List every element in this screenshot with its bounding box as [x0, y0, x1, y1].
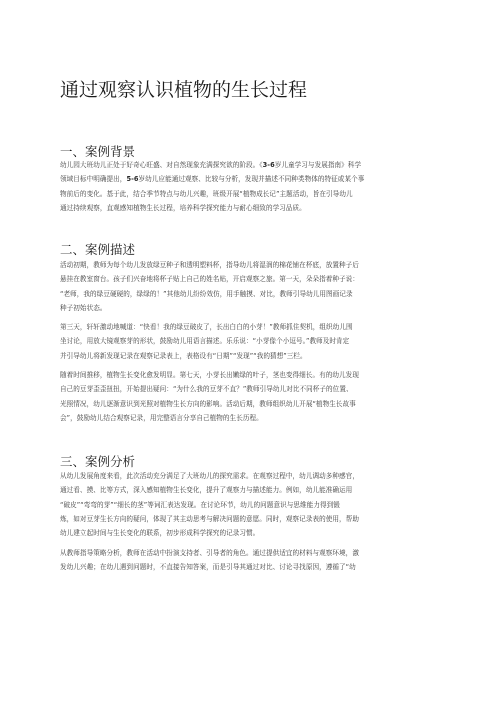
paragraph-line: 随着时间推移，植物生长变化愈发明显。第七天，小芽长出嫩绿的叶子，茎也变得细长。有的幼儿发现	[60, 371, 359, 379]
paragraph-line: 发幼儿兴趣；在幼儿遇到问题时，不直接告知答案，而是引导其通过对比、讨论寻找原因，遵循了“幼	[60, 563, 356, 572]
paragraph-line: 会”，鼓励幼儿结合观察记录，用完整语言分享自己植物的生长历程。	[60, 413, 263, 422]
section-heading-analysis: 三、案例分析	[60, 454, 136, 469]
paragraph-line: 幼儿建立起时间与生长变化的联系，初步形成科学探究的记录习惯。	[60, 529, 260, 538]
paragraph-line: 领域目标中明确提出，5-6岁幼儿应能通过观察、比较与分析，发现并描述不同种类物体的特征或某个事	[60, 175, 365, 184]
section-heading-background: 一、案例背景	[60, 144, 136, 159]
paragraph-line: 通过持续观察，直观感知植物生长过程，培养科学探究能力与耐心细致的学习品质。	[60, 203, 306, 212]
section-heading-description: 二、案例描述	[60, 242, 136, 257]
paragraph-line: 炼，如对豆芽生长方向的疑问，体现了其主动思考与解决问题的意愿。同时，观察记录表的使用，帮助	[60, 514, 359, 523]
paragraph-analysis-1	[60, 469, 442, 540]
paragraph-line: 活动初期，教师为每个幼儿发放绿豆种子和透明塑料杯，指导幼儿将湿润的棉花铺在杯底，放置种子后	[60, 261, 359, 269]
paragraph-line: 幼儿园大班幼儿正处于好奇心旺盛、对自然现象充满探究欲的阶段。《3-6岁儿童学习与发展指南》科学	[60, 161, 362, 169]
paragraph-line: 坐讨论，用放大镜观察芽的形状，鼓励幼儿用语言描述。乐乐说：“小芽像个小逗号。”教师及时肯定	[60, 337, 350, 346]
paragraph-background	[60, 158, 442, 215]
paragraph-line: 第三天，轩轩激动地喊道：“快看！我的绿豆破皮了，长出白白的小芽！”教师抓住契机，组织幼儿围	[60, 323, 353, 331]
paragraph-line: 物前后的变化。基于此，结合季节特点与幼儿兴趣，班级开展“植物成长记”主题活动，旨在引导幼儿	[60, 189, 353, 198]
paragraph-analysis-2	[60, 546, 442, 575]
paragraph-line: “老师，我的绿豆硬硬的，绿绿的！”其他幼儿纷纷效仿，用手触摸、对比，教师引导幼儿用图画记录	[60, 289, 353, 298]
paragraph-line: 种子初始状态。	[60, 303, 107, 312]
paragraph-line: “破皮”“弯弯的芽”“细长的茎”等词汇表达发现。在讨论环节，幼儿的问题意识与思维能力得到锻	[60, 500, 340, 509]
paragraph-line: 并引导幼儿将新发现记录在观察记录表上，表格设有“日期”“发现”“我的猜想”三栏。	[60, 351, 307, 360]
paragraph-description-1	[60, 258, 442, 315]
paragraph-line: 光照情况，幼儿逐渐意识到光照对植物生长方向的影响。活动后期，教师组织幼儿开展“植物生长故事	[60, 399, 356, 408]
paragraph-line: 从幼儿发展角度来看，此次活动充分满足了大班幼儿的探究需求。在观察过程中，幼儿调动多种感官，	[60, 472, 359, 480]
paragraph-line: 自己的豆芽歪歪扭扭，开始提出疑问：“为什么我的豆芽不直？”教师引导幼儿对比不同杯子的位置、	[60, 385, 353, 394]
paragraph-line: 通过看、摸、比等方式，深入感知植物生长变化，提升了观察力与描述能力。例如，幼儿能准确运用	[60, 486, 353, 495]
paragraph-line: 从教师指导策略分析，教师在活动中扮演支持者、引导者的角色。通过提供适宜的材料与观察环境，激	[60, 549, 359, 557]
age-range-text: 3-6	[262, 161, 275, 169]
paragraph-description-2	[60, 320, 442, 363]
age-range-text: 5-6	[126, 175, 139, 184]
document-title: 通过观察认识植物的生长过程	[60, 79, 308, 101]
paragraph-description-3	[60, 368, 442, 425]
paragraph-line: 悬挂在教室窗台。孩子们兴奋地将杯子贴上自己的姓名贴，开启观察之旅。第一天，朵朵指着种子说：	[60, 275, 359, 284]
